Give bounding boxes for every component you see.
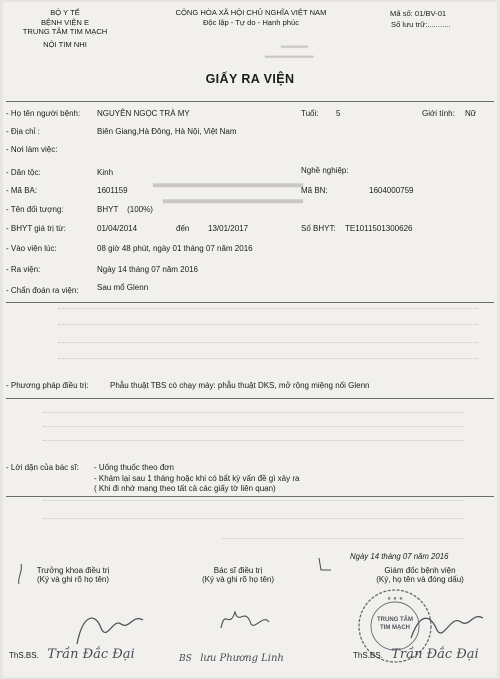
dept-head-name-stamp: Trần Đắc Đại [47, 647, 135, 662]
advice-item-1: - Uống thuốc theo đơn [94, 463, 174, 472]
issuer-hospital: BỆNH VIỆN E [40, 17, 90, 27]
treatment-label: - Phương pháp điều trị: [6, 381, 89, 390]
diagnosis-rule [6, 302, 494, 303]
stamp-line-1: TRUNG TÂM [377, 617, 413, 623]
stamp-line-2: TIM MẠCH [380, 625, 410, 631]
doctor-name-written: lưu Phương Linh [200, 653, 284, 664]
diagnosis-value: Sau mổ Glenn [97, 283, 149, 292]
nation-name: CỘNG HÒA XÃ HỘI CHỦ NGHĨA VIỆT NAM [175, 8, 327, 17]
doctor-block [173, 566, 303, 584]
advice-label: - Lời dặn của bác sĩ: [6, 463, 79, 472]
discharge-value: Ngày 14 tháng 07 năm 2016 [97, 265, 198, 274]
bhyt-number-label: Số BHYT: [301, 224, 336, 233]
issuer-ministry: BỘ Y TẾ [50, 8, 80, 17]
director-name-stamp: Trần Đắc Đại [391, 647, 479, 662]
bn-value: 1604000759 [369, 186, 414, 195]
bn-label: Mã BN: [301, 186, 328, 195]
advice-rule [6, 496, 494, 497]
patient-name: NGUYỄN NGỌC TRÀ MY [97, 109, 190, 118]
workplace-label: - Nơi làm việc: [6, 145, 58, 154]
doctor-note: (Ký và ghi rõ họ tên) [201, 575, 275, 584]
dept-head-title: Trưởng khoa điều trị [36, 566, 110, 575]
top-rule [6, 101, 494, 102]
director-block [345, 566, 495, 584]
doctor-signature [215, 600, 275, 640]
ba-value: 1601159 [97, 186, 128, 195]
doctor-signoff [179, 648, 284, 666]
ethnicity-value: Kinh [97, 168, 114, 177]
admission-value: 08 giờ 48 phút, ngày 01 tháng 07 năm 2016 [97, 244, 253, 253]
pen-mark-right [315, 554, 345, 578]
issuer-block [5, 8, 125, 49]
sex-value: Nữ [465, 109, 477, 118]
payer-value: BHYT (100%) [97, 205, 153, 214]
archive-number: Số lưu trữ:........... [391, 20, 451, 29]
address-value: Biên Giang,Hà Đông, Hà Nội, Việt Nam [97, 127, 237, 136]
advice-list [94, 463, 299, 495]
bhyt-number: TE1011501300626 [345, 224, 413, 233]
signing-date: Ngày 14 tháng 07 năm 2016 [350, 552, 449, 561]
validity-label: - BHYT giá trị từ: [6, 224, 66, 233]
address-label: - Địa chỉ : [6, 127, 40, 136]
payer-label: - Tên đối tượng: [6, 205, 64, 214]
director-signoff [353, 645, 479, 663]
occupation-label: Nghề nghiệp: [301, 166, 349, 175]
director-note: (Ký, họ tên và đóng dấu) [376, 575, 464, 584]
treatment-value: Phẫu thuật TBS có chạy máy: phẫu thuật DKS, mở rộng miệng nối Glenn [110, 381, 370, 390]
valid-to: 13/01/2017 [208, 224, 249, 233]
form-code: Mã số: 01/BV-01 [390, 9, 447, 18]
discharge-paper: ▂▂▂▂▂ ▂▂▂▂▂▂▂▂▂ ▂▂▂▂▂▂▂▂▂▂▂▂▂▂▂ ▂▂▂▂▂▂▂▂▂▂▂▂▂▂ BỘ Y TẾ BỆNH VIỆN E TRUNG TÂM TIM MẠCH NỘI TIM NHI CỘNG HÒA XÃ HỘI CHỦ NGHĨA VIỆT NAM Độc lập - Tự do - Hạnh phúc Mã số: 01/BV-01 Số lưu trữ:........... GIẤY RA VIỆN - Họ tên người bệnh: NGUYỄN NGỌC TRÀ MY Tuổi: 5 Giới tính: Nữ - Địa chỉ : Biên Giang,Hà Đông, Hà Nội, Việt Nam - Nơi làm việc: - Dân tộc: Kinh Nghề nghiệp: - Mã BA: 1601159 Mã BN: 1604000759 - Tên đối tượng: BHYT (100%) - BHYT giá trị từ: 01/04/2014 đến 13/01/2017 Số BHYT: TE1011501300626 - Vào viện lúc: 08 giờ 48 phút, ngày 01 tháng 07 năm 2016 - Ra viện: Ngày 14 tháng 07 năm 2016 - Chẩn đoán ra viện: Sau mổ Glenn - Phương pháp điều trị: Phẫu thuật TBS có chạy máy: phẫu thuật DKS, mở rộng miệng nối Glenn - Lời dặn của bác sĩ: - Uống thuốc theo đơn - Khám lại sau 1 tháng hoặc khi có bất kỳ vấn đề gì xảy ra ( Khi đi nhớ mang theo tất cả các giấy tờ liên quan) Ngày 14 tháng 07 năm 2016 Trưởng khoa điều trị (Ký và ghi rõ họ tên) Bác sĩ điều trị (Ký và ghi rõ họ tên) Giám đốc bệnh viện (Ký, họ tên và đóng dấu) ★ ★ ★ TRUNG TÂM TIM MẠCH ThS.BS. Trần Đắc Đại BS lưu Phương Linh ThS.BS. Trần Đắc Đại [3, 2, 497, 677]
advice-item-2: - Khám lại sau 1 tháng hoặc khi có bất kỳ vấn đề gì xảy ra [94, 473, 300, 483]
dept-head-name: ThS.BS. [9, 651, 39, 660]
issuer-department: NỘI TIM NHI [43, 39, 87, 49]
age-value: 5 [336, 109, 341, 118]
diagnosis-label: - Chẩn đoán ra viện: [6, 286, 79, 295]
doctor-title: Bác sĩ điều trị [213, 566, 263, 575]
valid-from: 01/04/2014 [97, 224, 138, 233]
national-heading [151, 8, 351, 27]
dept-head-signoff [9, 645, 135, 663]
ethnicity-label: - Dân tộc: [6, 168, 41, 177]
issuer-center: TRUNG TÂM TIM MẠCH [22, 27, 108, 36]
dept-head-note: (Ký và ghi rõ họ tên) [36, 575, 110, 584]
treatment-rule [6, 398, 494, 399]
sex-label: Giới tính: [422, 109, 455, 118]
advice-item-3: ( Khi đi nhớ mang theo tất cả các giấy tờ liên quan) [94, 484, 276, 493]
ba-label: - Mã BA: [6, 186, 38, 195]
svg-text:★ ★ ★: ★ ★ ★ [386, 596, 404, 602]
admission-label: - Vào viện lúc: [6, 244, 57, 253]
patient-name-label: - Họ tên người bệnh: [6, 109, 81, 118]
pen-mark-left [7, 558, 37, 586]
valid-to-label: đến [176, 224, 190, 233]
doctor-name: BS [179, 654, 192, 664]
age-label: Tuổi: [301, 109, 319, 118]
director-name: ThS.BS. [353, 651, 383, 660]
discharge-label: - Ra viện: [6, 265, 41, 274]
national-motto: Độc lập - Tự do - Hạnh phúc [202, 17, 300, 27]
director-title: Giám đốc bệnh viện [384, 566, 456, 575]
stamp-text [365, 616, 425, 632]
document-title: GIẤY RA VIỆN [205, 72, 295, 86]
